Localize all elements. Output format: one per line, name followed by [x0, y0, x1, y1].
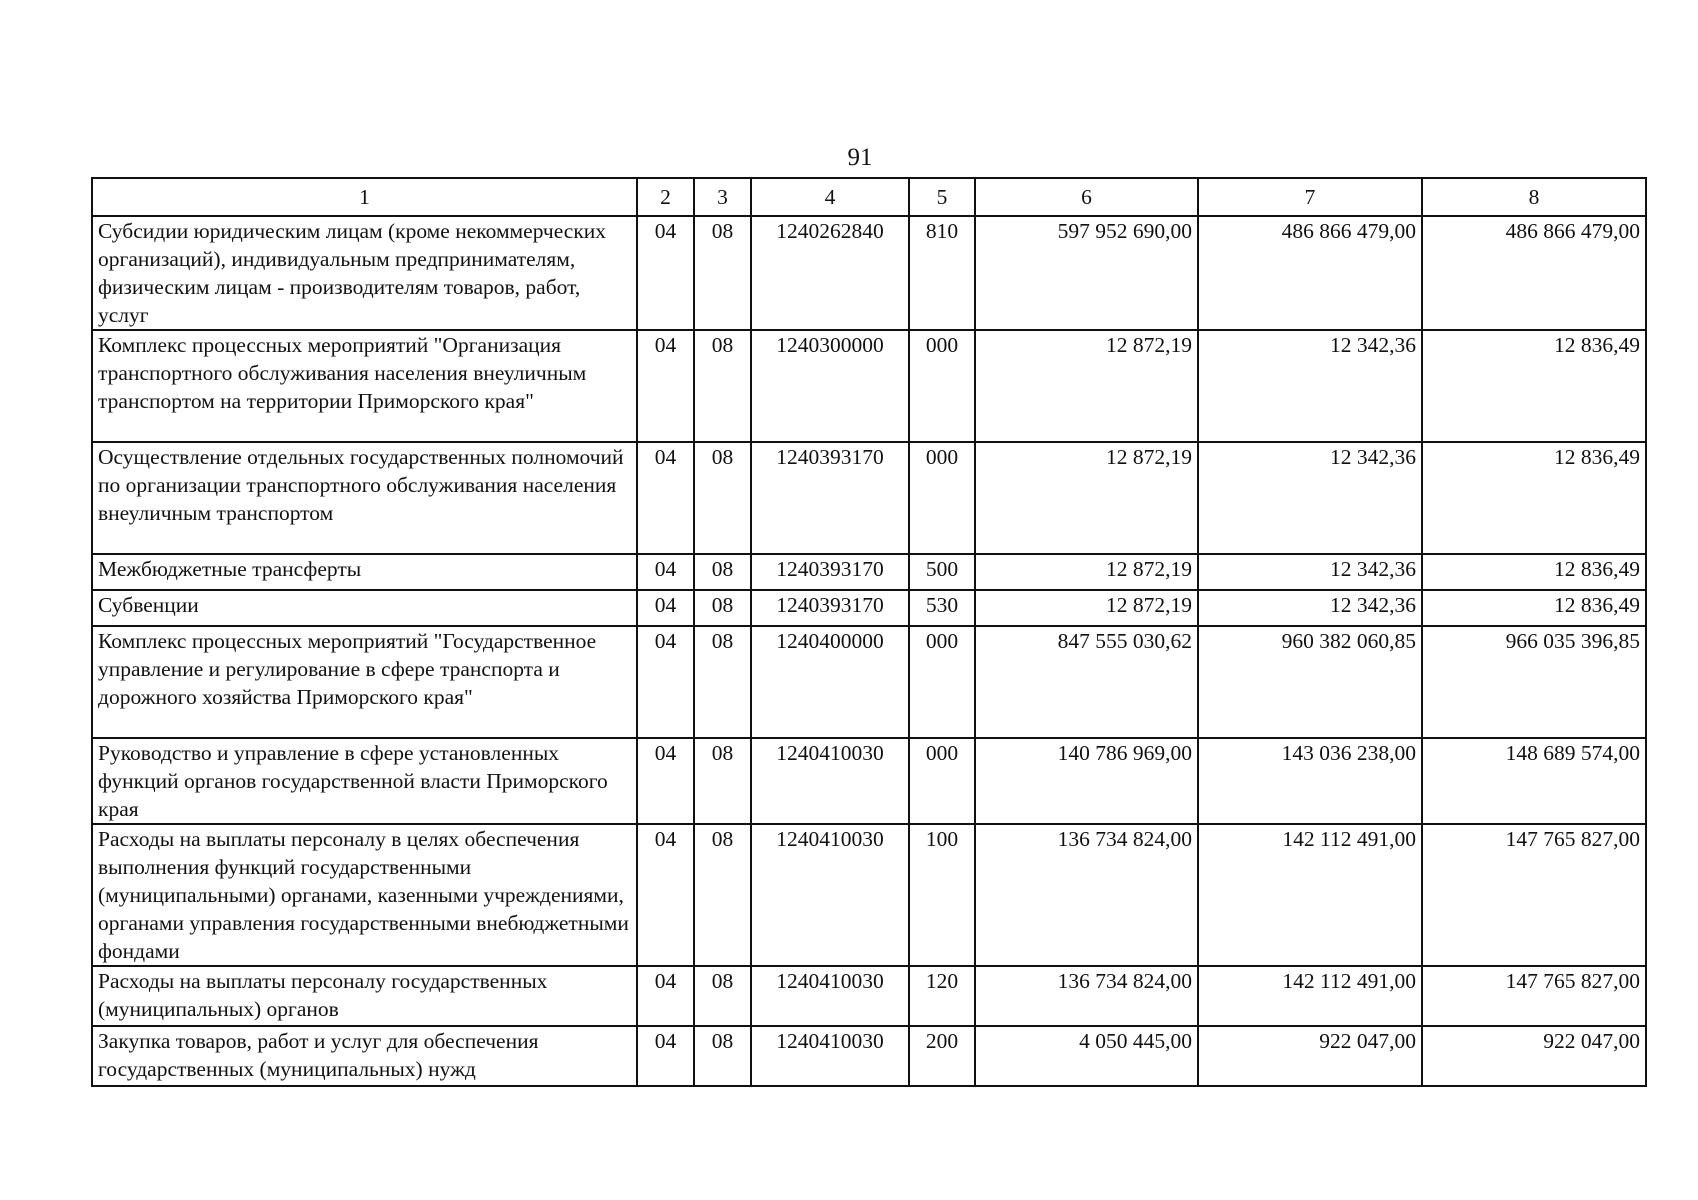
row-name: Субвенции: [92, 590, 637, 626]
table-row: [92, 590, 1646, 626]
row-expense-kind: 000: [909, 626, 975, 738]
row-value-7: 960 382 060,85: [1198, 626, 1422, 738]
row-value-6: 597 952 690,00: [975, 216, 1198, 330]
row-expense-kind: 530: [909, 590, 975, 626]
header-col-7: 7: [1198, 178, 1422, 216]
row-expense-kind: 000: [909, 330, 975, 442]
row-subsection: 08: [694, 966, 751, 1026]
row-value-8: 148 689 574,00: [1422, 738, 1646, 824]
row-expense-kind: 000: [909, 442, 975, 554]
row-section: 04: [637, 590, 694, 626]
row-target-code: 1240300000: [751, 330, 909, 442]
table-row: [92, 554, 1646, 590]
row-section: 04: [637, 554, 694, 590]
header-col-8: 8: [1422, 178, 1646, 216]
row-value-6: 140 786 969,00: [975, 738, 1198, 824]
row-subsection: 08: [694, 626, 751, 738]
row-name: Расходы на выплаты персоналу в целях обеспечения выполнения функций государственными (муниципальными) органами, казенными учреждениями, органами управления государственными внебюджетными фондами: [92, 824, 637, 966]
table-row: [92, 824, 1646, 966]
row-value-7: 12 342,36: [1198, 330, 1422, 442]
row-value-8: 922 047,00: [1422, 1026, 1646, 1086]
row-expense-kind: 100: [909, 824, 975, 966]
row-expense-kind: 500: [909, 554, 975, 590]
row-section: 04: [637, 626, 694, 738]
row-value-7: 922 047,00: [1198, 1026, 1422, 1086]
header-col-1: 1: [92, 178, 637, 216]
row-section: 04: [637, 738, 694, 824]
row-section: 04: [637, 442, 694, 554]
row-target-code: 1240410030: [751, 966, 909, 1026]
row-name: Межбюджетные трансферты: [92, 554, 637, 590]
row-value-8: 12 836,49: [1422, 330, 1646, 442]
row-target-code: 1240393170: [751, 442, 909, 554]
header-row: [92, 178, 1646, 216]
row-value-6: 4 050 445,00: [975, 1026, 1198, 1086]
row-target-code: 1240393170: [751, 554, 909, 590]
table-row: [92, 626, 1646, 738]
row-subsection: 08: [694, 554, 751, 590]
row-value-7: 12 342,36: [1198, 442, 1422, 554]
row-value-8: 486 866 479,00: [1422, 216, 1646, 330]
row-subsection: 08: [694, 824, 751, 966]
row-name: Осуществление отдельных государственных полномочий по организации транспортного обслуживания населения внеуличным транспортом: [92, 442, 637, 554]
row-value-7: 12 342,36: [1198, 554, 1422, 590]
row-expense-kind: 000: [909, 738, 975, 824]
row-expense-kind: 120: [909, 966, 975, 1026]
header-col-3: 3: [694, 178, 751, 216]
row-expense-kind: 810: [909, 216, 975, 330]
table-row: [92, 216, 1646, 330]
table-row: [92, 966, 1646, 1026]
row-value-6: 847 555 030,62: [975, 626, 1198, 738]
table-row: [92, 738, 1646, 824]
row-subsection: 08: [694, 590, 751, 626]
row-value-6: 12 872,19: [975, 330, 1198, 442]
row-value-6: 12 872,19: [975, 590, 1198, 626]
row-value-8: 147 765 827,00: [1422, 824, 1646, 966]
row-target-code: 1240393170: [751, 590, 909, 626]
row-section: 04: [637, 216, 694, 330]
row-value-7: 12 342,36: [1198, 590, 1422, 626]
row-value-8: 12 836,49: [1422, 442, 1646, 554]
table-row: [92, 330, 1646, 442]
page-number: 91: [847, 144, 873, 171]
header-col-4: 4: [751, 178, 909, 216]
table-body: [92, 216, 1646, 1086]
row-target-code: 1240262840: [751, 216, 909, 330]
row-value-7: 142 112 491,00: [1198, 966, 1422, 1026]
header-col-2: 2: [637, 178, 694, 216]
row-value-6: 12 872,19: [975, 442, 1198, 554]
row-target-code: 1240410030: [751, 738, 909, 824]
row-value-8: 12 836,49: [1422, 590, 1646, 626]
row-section: 04: [637, 966, 694, 1026]
row-value-7: 486 866 479,00: [1198, 216, 1422, 330]
row-target-code: 1240410030: [751, 824, 909, 966]
row-subsection: 08: [694, 1026, 751, 1086]
row-value-6: 136 734 824,00: [975, 824, 1198, 966]
row-value-6: 12 872,19: [975, 554, 1198, 590]
row-section: 04: [637, 1026, 694, 1086]
row-subsection: 08: [694, 216, 751, 330]
row-name: Комплекс процессных мероприятий "Государственное управление и регулирование в сфере транспорта и дорожного хозяйства Приморского края": [92, 626, 637, 738]
row-value-8: 147 765 827,00: [1422, 966, 1646, 1026]
row-section: 04: [637, 330, 694, 442]
row-value-6: 136 734 824,00: [975, 966, 1198, 1026]
row-value-8: 966 035 396,85: [1422, 626, 1646, 738]
table-header: [92, 178, 1646, 216]
row-section: 04: [637, 824, 694, 966]
row-name: Закупка товаров, работ и услуг для обеспечения государственных (муниципальных) нужд: [92, 1026, 637, 1086]
row-name: Руководство и управление в сфере установленных функций органов государственной власти Приморского края: [92, 738, 637, 824]
row-subsection: 08: [694, 442, 751, 554]
header-col-6: 6: [975, 178, 1198, 216]
row-subsection: 08: [694, 738, 751, 824]
row-name: Комплекс процессных мероприятий "Организация транспортного обслуживания населения внеуличным транспортом на территории Приморского края": [92, 330, 637, 442]
row-value-7: 143 036 238,00: [1198, 738, 1422, 824]
table-row: [92, 1026, 1646, 1086]
row-value-7: 142 112 491,00: [1198, 824, 1422, 966]
row-subsection: 08: [694, 330, 751, 442]
row-target-code: 1240410030: [751, 1026, 909, 1086]
row-target-code: 1240400000: [751, 626, 909, 738]
budget-table: [91, 177, 1647, 1087]
table-row: [92, 442, 1646, 554]
header-col-5: 5: [909, 178, 975, 216]
row-name: Субсидии юридическим лицам (кроме некоммерческих организаций), индивидуальным предпринимателям, физическим лицам - производителям товаров, работ, услуг: [92, 216, 637, 330]
row-expense-kind: 200: [909, 1026, 975, 1086]
row-value-8: 12 836,49: [1422, 554, 1646, 590]
row-name: Расходы на выплаты персоналу государственных (муниципальных) органов: [92, 966, 637, 1026]
